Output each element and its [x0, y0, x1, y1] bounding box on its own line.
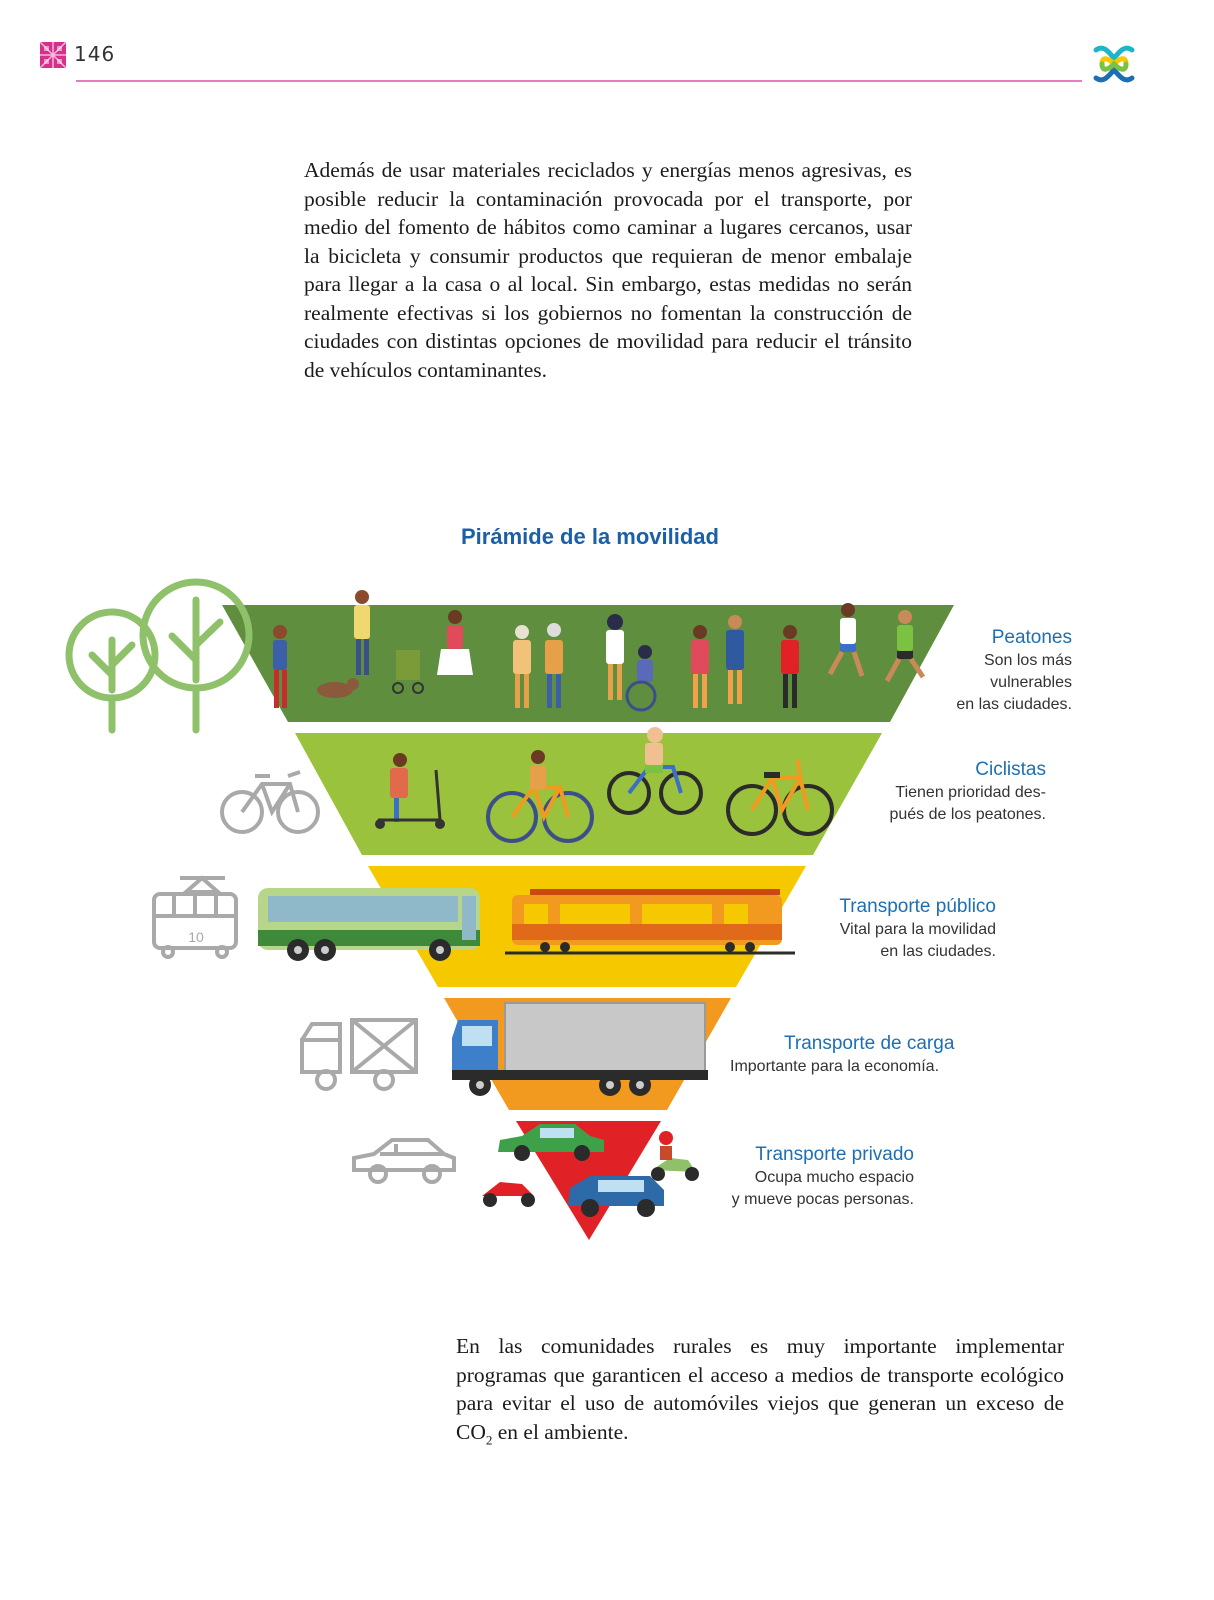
level-desc-line: Vital para la movilidad — [839, 921, 996, 938]
closing-text: En las comunidades rurales es muy importante implementar programas que garanticen el acceso a medios de transporte ecológico para evitar el uso de automóviles viejos que generan un exceso de CO — [456, 1334, 1064, 1444]
level-title: Ciclistas — [975, 759, 1046, 780]
intro-paragraph: Además de usar materiales reciclados y energías menos agresivas, es posible reducir la contaminación provocada por el transporte, por medio del fomento de hábitos como caminar a lugares cercanos, usar la bicicleta y consumir productos que requieran de menor embalaje para llegar a la casa o al local. Sin embargo, estas medidas no serán realmente efectivas si los gobiernos no fomentan la construcción de ciudades con distintas opciones de movilidad para reducir el tránsito de vehículos contaminantes. — [304, 158, 912, 382]
level-desc-line: vulnerables — [990, 674, 1072, 691]
label-transporte-publico — [770, 895, 996, 963]
level-desc-line: Tienen prioridad des- — [895, 784, 1046, 801]
bicycle-outline-icon — [222, 772, 318, 832]
level-title: Transporte público — [839, 896, 996, 917]
tram-outline-icon — [154, 878, 236, 957]
level-desc-line: Son los más — [983, 652, 1072, 669]
truck-outline-icon — [302, 1020, 416, 1089]
bus-icon — [258, 888, 480, 961]
trees-icon — [69, 582, 249, 730]
tram-icon — [505, 889, 795, 953]
label-transporte-privado — [690, 1143, 914, 1211]
level-desc-line: y mueve pocas personas. — [731, 1191, 914, 1208]
closing-paragraph — [456, 1332, 1064, 1454]
car-outline-icon — [354, 1140, 454, 1182]
closing-text-end: en el ambiente. — [492, 1419, 629, 1444]
level-desc-line: Importante para la economía. — [730, 1058, 940, 1075]
page-number: 146 — [74, 42, 116, 66]
pyramid-title: Pirámide de la movilidad — [461, 524, 719, 549]
label-transporte-carga — [730, 1032, 980, 1078]
label-ciclistas — [840, 758, 1046, 826]
co2-subscript: 2 — [485, 1431, 493, 1447]
pyramid-level-ciclistas — [295, 733, 882, 855]
level-desc-line: en las ciudades. — [880, 943, 996, 960]
level-desc-line: Ocupa mucho espacio — [754, 1169, 914, 1186]
level-desc-line: en las ciudades. — [956, 696, 1072, 713]
tram-number: 10 — [188, 929, 204, 945]
level-title: Transporte privado — [755, 1144, 914, 1165]
level-desc-line: pués de los peatones. — [889, 806, 1046, 823]
level-title: Transporte de carga — [784, 1033, 955, 1054]
level-title: Peatones — [991, 627, 1072, 648]
label-peatones — [890, 626, 1072, 716]
